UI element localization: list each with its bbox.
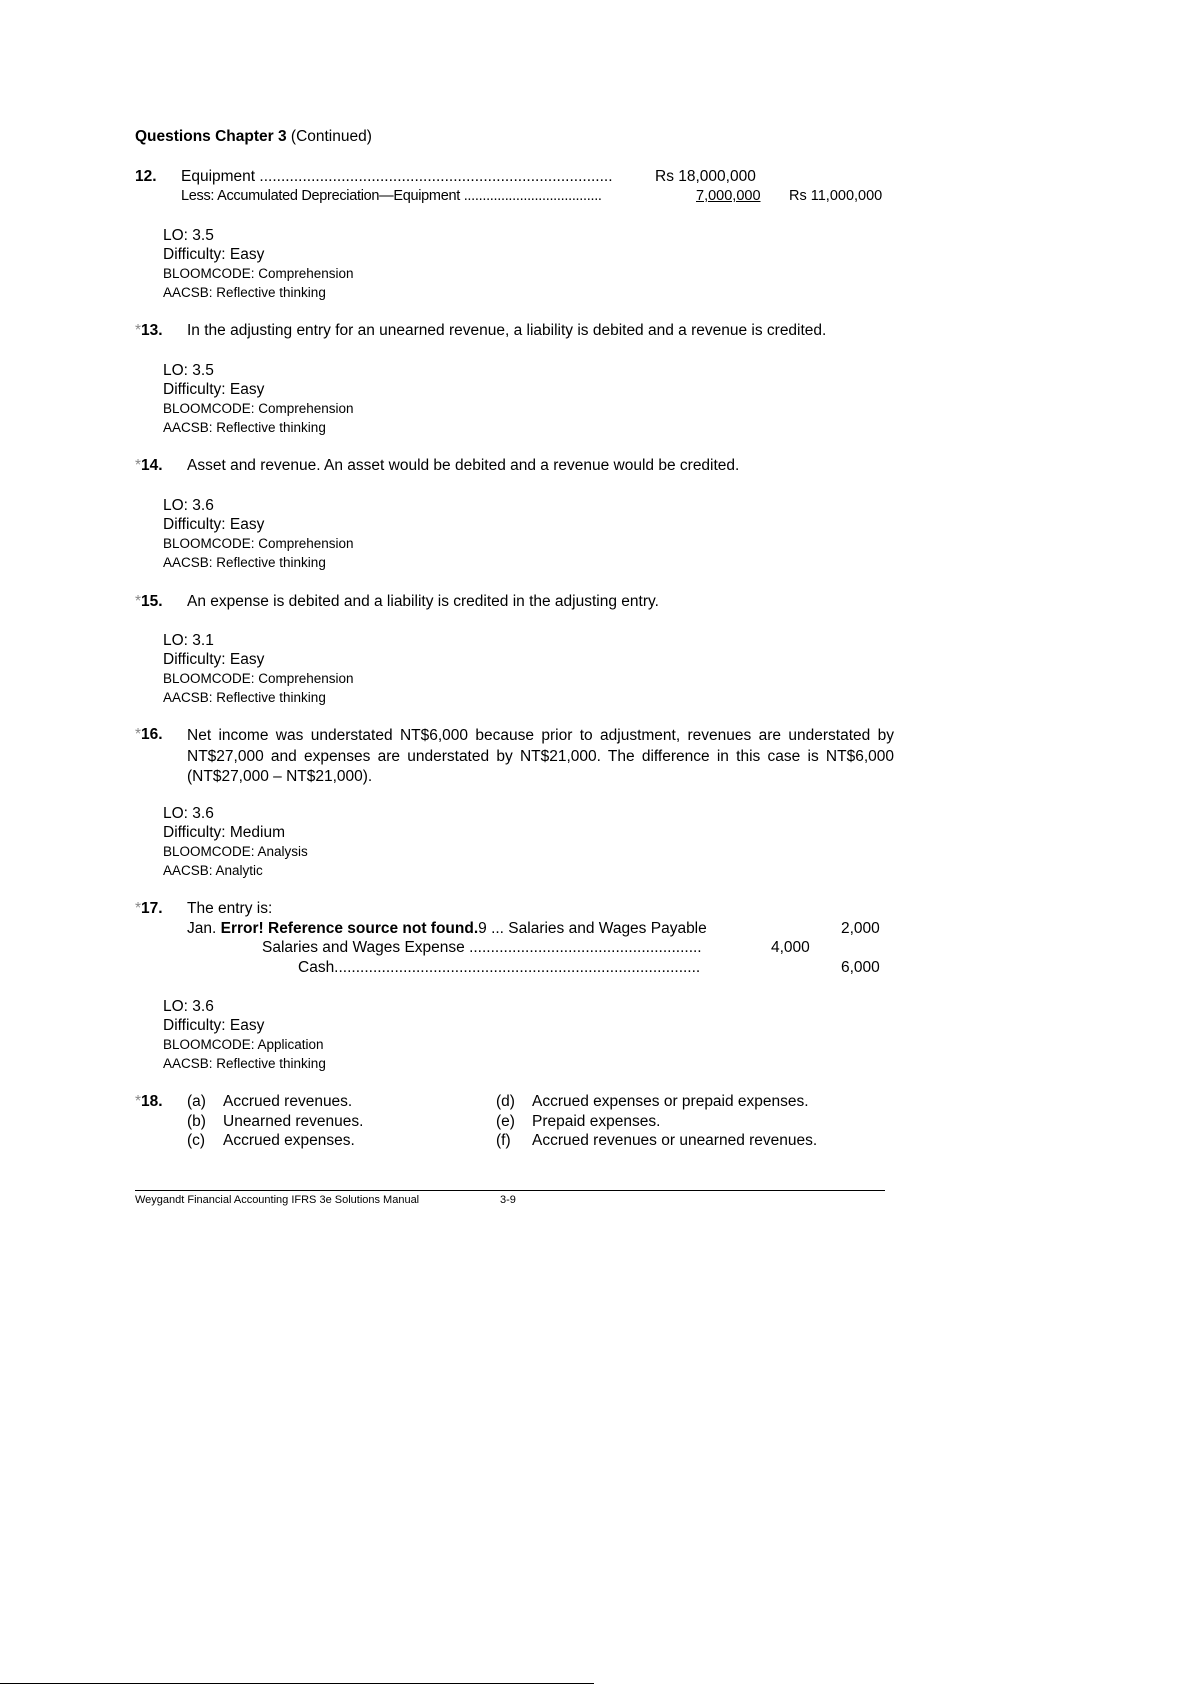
bloomcode: BLOOMCODE: Analysis — [163, 844, 308, 859]
item-letter: (f) — [496, 1132, 511, 1149]
asterisk: * — [135, 593, 142, 610]
difficulty: Difficulty: Easy — [163, 381, 265, 398]
footer-divider — [135, 1190, 885, 1191]
row2-debit: 4,000 — [771, 939, 810, 956]
aacsb: AACSB: Reflective thinking — [163, 555, 326, 570]
equipment-label: Equipment .................................................................................. — [181, 168, 613, 185]
title-rest: (Continued) — [290, 128, 372, 145]
aacsb: AACSB: Reflective thinking — [163, 285, 326, 300]
difficulty: Difficulty: Medium — [163, 824, 286, 841]
page-bottom-divider — [0, 1683, 594, 1684]
asterisk: * — [135, 322, 142, 339]
item-text: Accrued revenues. — [223, 1093, 353, 1110]
entry-row1-text: 9 ... Salaries and Wages Payable — [478, 920, 707, 937]
reference-error: Error! Reference source not found. — [220, 920, 479, 937]
item-letter: (b) — [187, 1113, 206, 1130]
bloomcode: BLOOMCODE: Comprehension — [163, 266, 354, 281]
item-letter: (c) — [187, 1132, 206, 1149]
asterisk: * — [135, 726, 142, 743]
item-letter: (e) — [496, 1113, 515, 1130]
lo: LO: 3.6 — [163, 805, 214, 822]
item-text: Accrued revenues or unearned revenues. — [532, 1132, 818, 1149]
net-book-value: Rs 11,000,000 — [789, 188, 883, 204]
bloomcode: BLOOMCODE: Comprehension — [163, 536, 354, 551]
bloomcode: BLOOMCODE: Comprehension — [163, 671, 354, 686]
answer-text: Net income was understated NT$6,000 because prior to adjustment, revenues are understated by NT$27,000 and expenses are understated by NT$21,000. The difference in this case is NT$6,000 (NT$27,000 – NT$21,000). — [187, 727, 894, 785]
item-text: Accrued expenses or prepaid expenses. — [532, 1093, 809, 1110]
aacsb: AACSB: Reflective thinking — [163, 1056, 326, 1071]
question-meta — [163, 997, 326, 1073]
equipment-amount: Rs 18,000,000 — [655, 168, 756, 185]
accum-dep-label: Less: Accumulated Depreciation—Equipment ..................................... — [181, 188, 602, 204]
difficulty: Difficulty: Easy — [163, 516, 265, 533]
answer-text: An expense is debited and a liability is credited in the adjusting entry. — [187, 593, 659, 610]
bloomcode: BLOOMCODE: Application — [163, 1037, 324, 1052]
lo: LO: 3.1 — [163, 632, 214, 649]
title-bold: Questions Chapter 3 — [135, 128, 287, 145]
question-number: *17. — [135, 900, 163, 917]
lo: LO: 3.5 — [163, 227, 214, 244]
aacsb: AACSB: Reflective thinking — [163, 690, 326, 705]
lo: LO: 3.6 — [163, 998, 214, 1015]
difficulty: Difficulty: Easy — [163, 246, 265, 263]
journal-row-1 — [187, 920, 707, 938]
item-letter: (d) — [496, 1093, 515, 1110]
item-text: Unearned revenues. — [223, 1113, 364, 1130]
question-number: 12. — [135, 168, 157, 185]
difficulty: Difficulty: Easy — [163, 1017, 265, 1034]
question-number: *16. — [135, 726, 163, 743]
aacsb: AACSB: Reflective thinking — [163, 420, 326, 435]
footer-book-title: Weygandt Financial Accounting IFRS 3e Solutions Manual — [135, 1194, 420, 1206]
entry-intro: The entry is: — [187, 900, 273, 917]
question-meta — [163, 804, 308, 880]
question-number: *13. — [135, 322, 163, 339]
question-meta — [163, 631, 354, 707]
item-text: Accrued expenses. — [223, 1132, 355, 1149]
accum-dep-amount: 7,000,000 — [696, 188, 761, 204]
question-number: *14. — [135, 457, 163, 474]
entry-month: Jan. — [187, 920, 217, 937]
asterisk: * — [135, 900, 142, 917]
lo: LO: 3.6 — [163, 497, 214, 514]
page-title — [135, 128, 372, 146]
bloomcode: BLOOMCODE: Comprehension — [163, 401, 354, 416]
row3-credit: 6,000 — [841, 959, 880, 976]
answer-text: Asset and revenue. An asset would be debited and a revenue would be credited. — [187, 457, 740, 474]
question-meta — [163, 496, 354, 572]
asterisk: * — [135, 1093, 142, 1110]
lo: LO: 3.5 — [163, 362, 214, 379]
question-meta — [163, 361, 354, 437]
difficulty: Difficulty: Easy — [163, 651, 265, 668]
aacsb: AACSB: Analytic — [163, 863, 263, 878]
footer-page-number: 3-9 — [500, 1194, 516, 1206]
answer-text: In the adjusting entry for an unearned revenue, a liability is debited and a revenue is credited. — [187, 322, 827, 339]
question-meta — [163, 226, 354, 302]
question-number: *15. — [135, 593, 163, 610]
question-number: *18. — [135, 1093, 163, 1110]
cash-label: Cash..................................................................................... — [298, 959, 701, 976]
item-letter: (a) — [187, 1093, 206, 1110]
item-text: Prepaid expenses. — [532, 1113, 661, 1130]
asterisk: * — [135, 457, 142, 474]
salaries-expense-label: Salaries and Wages Expense ...................................................... — [262, 939, 702, 956]
row1-credit: 2,000 — [841, 920, 880, 937]
